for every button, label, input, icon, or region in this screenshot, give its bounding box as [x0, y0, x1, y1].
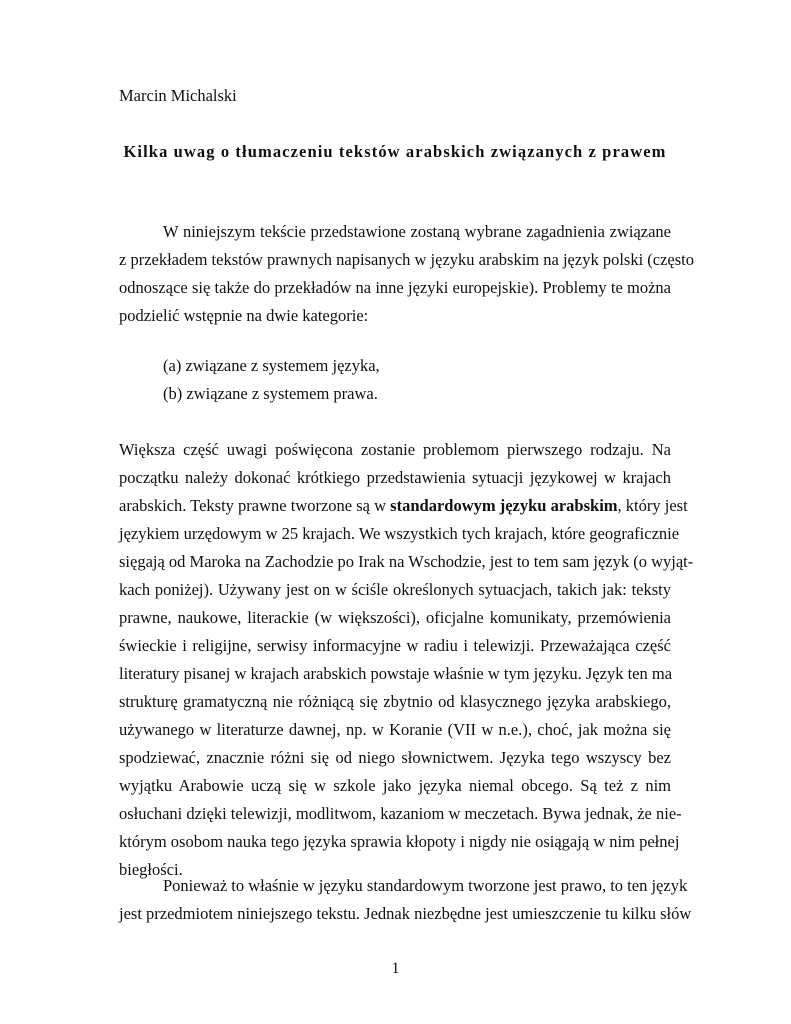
text-line: osłuchani dzięki telewizji, modlitwom, kazaniom w meczetach. Bywa jednak, że nie-: [119, 804, 682, 823]
text-line: którym osobom nauka tego języka sprawia kłopoty i nigdy nie osiągają w nim pełnej: [119, 832, 680, 851]
text-run: arabskich. Teksty prawne tworzone są w: [119, 496, 391, 515]
text-line: jest przedmiotem niniejszego tekstu. Jednak niezbędne jest umieszczenie tu kilku słów: [119, 904, 692, 923]
document-title: Kilka uwag o tłumaczeniu tekstów arabskich związanych z prawem: [123, 142, 667, 161]
text-run: , który jest: [617, 496, 688, 515]
emphasized-term: standardowym języku arabskim: [390, 496, 618, 515]
text-line: używanego w literaturze dawnej, np. w Koranie (VII w n.e.), choć, jak można się: [119, 720, 671, 739]
text-line: kach poniżej). Używany jest on w ściśle określonych sytuacjach, takich jak: teksty: [119, 580, 671, 599]
paragraph-standard-language: [119, 872, 692, 928]
list-item: (b) związane z systemem prawa.: [163, 384, 378, 403]
text-line: podzielić wstępnie na dwie kategorie:: [119, 306, 369, 325]
text-line: świeckie i religijne, serwisy informacyjne w radiu i telewizji. Przeważająca część: [119, 636, 671, 655]
text-line: [119, 492, 688, 520]
page-number: 1: [391, 960, 400, 977]
text-line: W niniejszym tekście przedstawione zostaną wybrane zagadnienia związane: [163, 222, 671, 241]
text-line: z przekładem tekstów prawnych napisanych w języku arabskim na język polski (często: [119, 250, 695, 269]
text-line: sięgają od Maroka na Zachodzie po Irak na Wschodzie, jest to tem sam język (o wyjąt-: [119, 552, 694, 571]
text-line: spodziewać, znacznie różni się od niego słownictwem. Języka tego wszyscy bez: [119, 748, 671, 767]
text-line: strukturę gramatyczną nie różniącą się zbytnio od klasycznego języka arabskiego,: [119, 692, 671, 711]
text-line: Ponieważ to właśnie w języku standardowym tworzone jest prawo, to ten język: [163, 876, 688, 895]
author-name: Marcin Michalski: [119, 86, 237, 105]
paragraph-intro: [119, 218, 695, 330]
paragraph-language-situation: [119, 436, 694, 884]
text-line: początku należy dokonać krótkiego przedstawienia sytuacji językowej w krajach: [119, 468, 671, 487]
text-line: prawne, naukowe, literackie (w większości), oficjalne komunikaty, przemówienia: [119, 608, 671, 627]
category-list: [163, 352, 380, 408]
text-line: biegłości.: [119, 860, 183, 879]
text-line: odnoszące się także do przekładów na inne języki europejskie). Problemy te można: [119, 278, 671, 297]
text-line: wyjątku Arabowie uczą się w szkole jako języka niemal obcego. Są też z nim: [119, 776, 671, 795]
text-line: literatury pisanej w krajach arabskich powstaje właśnie w tym języku. Język ten ma: [119, 664, 673, 683]
text-line: językiem urzędowym w 25 krajach. We wszystkich tych krajach, które geograficznie: [119, 524, 680, 543]
text-line: Większa część uwagi poświęcona zostanie problemom pierwszego rodzaju. Na: [119, 440, 671, 459]
list-item: (a) związane z systemem języka,: [163, 356, 380, 375]
